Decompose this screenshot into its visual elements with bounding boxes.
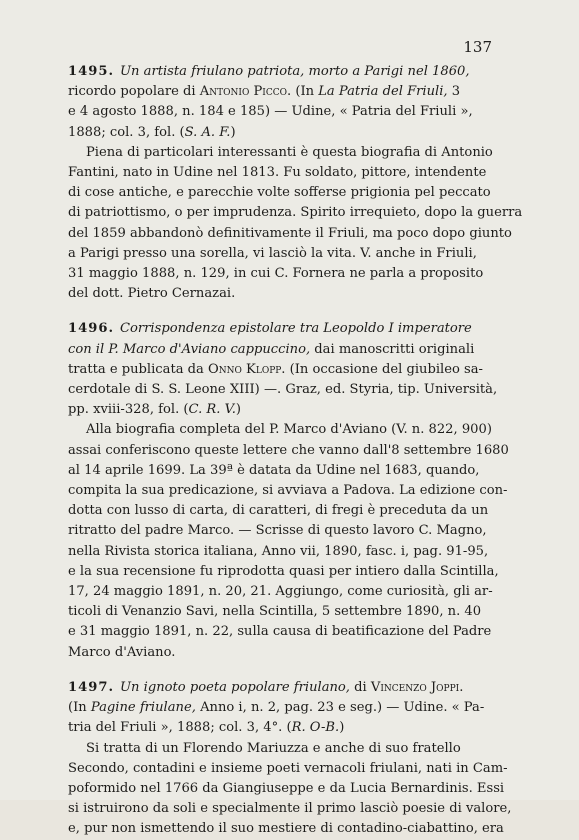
entry-spacer [68, 304, 492, 319]
body-line: poformido nel 1766 da Giangiuseppe e da Lucia Bernardinis. Essi [68, 780, 505, 796]
body-line: dotta con lusso di carta, di caratteri, di fregi è preceduta da un [68, 503, 489, 519]
heading-text: 1888; col. 3, fol. ( [68, 124, 185, 140]
heading-text: tratta e publicata da [68, 361, 209, 377]
reviewer-sigla: C. R. V. [188, 402, 236, 418]
heading-text: ) [230, 124, 236, 140]
heading-text: di [349, 679, 371, 695]
entry-heading-line [68, 678, 492, 698]
entry-number: 1495. [68, 64, 115, 79]
body-line: compita la sua predicazione, si avviava a Padova. La edizione con- [68, 483, 508, 499]
body-line: ritratto del padre Marco. — Scrisse di questo lavoro C. Magno, [68, 523, 487, 539]
body-line: Secondo, contadini e insieme poeti vernacoli friulani, nati in Cam- [68, 760, 508, 776]
publication-name: Pagine friulane, [90, 700, 196, 716]
entry-heading-line: cerdotale di S. S. Leone XIII) —. Graz, ed. Styria, tip. Università, [68, 382, 498, 398]
entry-1497 [68, 678, 512, 840]
body-line: e la sua recensione fu riprodotta quasi per intiero dalla Scintilla, [68, 563, 499, 579]
entry-title: Corrispondenza epistolare tra Leopoldo I imperatore [120, 321, 472, 337]
entry-number: 1496. [68, 321, 115, 337]
page-number: 137 [463, 38, 492, 56]
body-line: del dott. Pietro Cernazai. [68, 286, 236, 302]
entry-title: con il P. Marco d'Aviano cappuccino, [68, 341, 311, 357]
entry-title: Un artista friulano patriota, morto a Parigi nel 1860, [120, 64, 470, 79]
body-line: Marco d'Aviano. [68, 644, 176, 660]
body-line: assai conferiscono queste lettere che vanno dall'8 settembre 1680 [68, 442, 509, 458]
heading-text: (In occasione del giubileo sa- [285, 361, 483, 377]
entry-heading-line [68, 400, 492, 420]
publication-name: La Patria del Friuli, [318, 84, 448, 100]
entry-heading-line [68, 718, 492, 738]
body-line: di cose antiche, e parecchie volte sofferse prigionia pel peccato [68, 185, 491, 201]
entry-author: Antonio Picco. [199, 84, 292, 100]
entry-heading-line [68, 62, 492, 82]
heading-text: ricordo popolare di [68, 84, 196, 100]
entry-heading-line: e 4 agosto 1888, n. 184 e 185) — Udine, « Patria del Friuli », [68, 104, 473, 120]
entry-1496 [68, 319, 509, 662]
body-line: Piena di particolari interessanti è questa biografia di Antonio [86, 144, 493, 160]
body-line: nella Rivista storica italiana, Anno vii, 1890, fasc. i, pag. 91-95, [68, 543, 489, 559]
heading-text: (In [68, 700, 91, 716]
heading-text: tria del Friuli », 1888; col. 3, 4°. ( [68, 720, 292, 736]
heading-text: ) [339, 720, 345, 736]
body-line: al 14 aprile 1699. La 39ª è datata da Udine nel 1683, quando, [68, 462, 480, 478]
entry-heading-line [68, 82, 492, 102]
entry-heading-line [68, 698, 492, 718]
entry-heading-line [68, 319, 492, 339]
entry-author: Onno Klopp. [208, 361, 286, 377]
body-line: a Parigi presso una sorella, vi lasciò la vita. V. anche in Friuli, [68, 245, 477, 261]
heading-text: Anno i, n. 2, pag. 23 e seg.) — Udine. « Pa- [195, 700, 485, 716]
heading-text: (In [291, 84, 319, 100]
entry-number: 1497. [68, 679, 115, 695]
entry-1495 [68, 62, 523, 304]
body-line: di patriottismo, o per imprudenza. Spirito irrequieto, dopo la guerra [68, 205, 523, 221]
body-line: del 1859 abbandonò definitivamente il Friuli, ma poco dopo giunto [68, 225, 512, 241]
entry-title: Un ignoto poeta popolare friulano, [120, 679, 350, 695]
body-line: 31 maggio 1888, n. 129, in cui C. Fornera ne parla a proposito [68, 266, 484, 282]
entry-spacer [68, 663, 492, 678]
reviewer-sigla: R. O-B. [291, 720, 340, 736]
entry-heading-line [68, 123, 492, 143]
body-line: Si tratta di un Florendo Mariuzza e anche di suo fratello [86, 740, 461, 756]
body-line: 17, 24 maggio 1891, n. 20, 21. Aggiungo, come curiosità, gli ar- [68, 584, 493, 600]
body-line: si istruirono da soli e specialmente il primo lasciò poesie di valore, [68, 801, 512, 817]
heading-text: 3 [447, 84, 461, 100]
heading-text: dai manoscritti originali [310, 341, 475, 357]
reviewer-sigla: S. A. F. [184, 124, 231, 140]
body-line: Fantini, nato in Udine nel 1813. Fu soldato, pittore, intendente [68, 165, 487, 181]
body-line: e, pur non ismettendo il suo mestiere di contadino-ciabattino, era [68, 821, 504, 837]
heading-text: pp. xviii-328, fol. ( [68, 402, 189, 418]
body-line: ticoli di Venanzio Savi, nella Scintilla, 5 settembre 1890, n. 40 [68, 604, 482, 620]
entry-heading-line [68, 340, 492, 360]
body-line: Alla biografia completa del P. Marco d'Aviano (V. n. 822, 900) [86, 422, 492, 438]
page-text [68, 62, 523, 840]
entry-heading-line [68, 360, 492, 380]
heading-text: ) [235, 402, 242, 418]
entry-author: Vincenzo Joppi. [370, 679, 464, 695]
body-line: e 31 maggio 1891, n. 22, sulla causa di beatificazione del Padre [68, 624, 492, 640]
